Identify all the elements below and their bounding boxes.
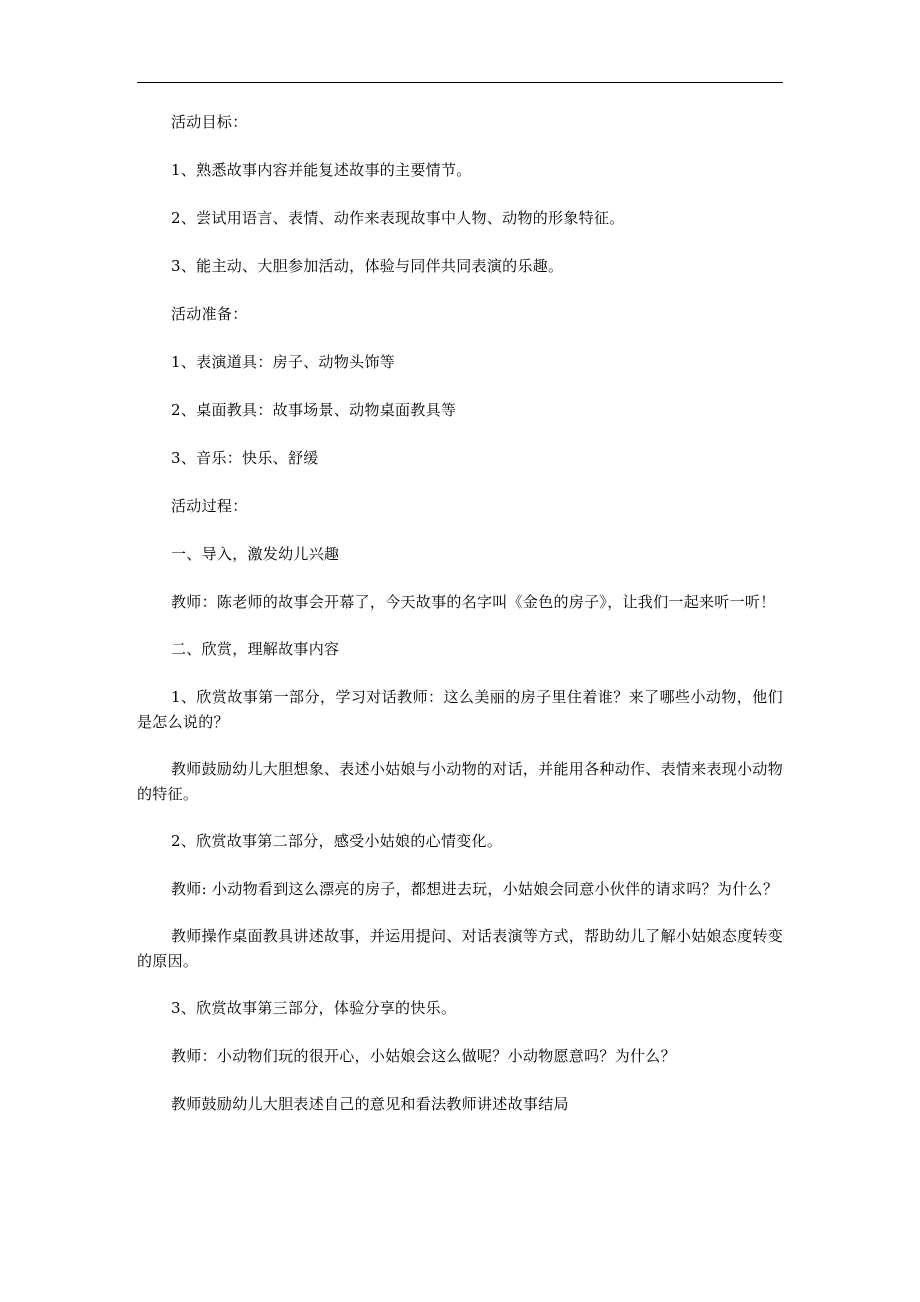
story-part-3-guidance: 教师鼓励幼儿大胆表述自己的意见和看法教师讲述故事结局 xyxy=(171,1095,569,1113)
preparation-item-2: 2、桌面教具：故事场景、动物桌面教具等 xyxy=(171,401,457,419)
section-heading-goals: 活动目标： xyxy=(171,113,248,131)
story-part-3: 3、欣赏故事第三部分，体验分享的快乐。 xyxy=(171,999,457,1017)
story-part-1-guidance: 教师鼓励幼儿大胆想象、表述小姑娘与小动物的对话，并能用各种动作、表情来表现小动物的特征。 xyxy=(137,760,784,803)
document-body xyxy=(137,110,783,1140)
story-part-2-guidance: 教师操作桌面教具讲述故事，并运用提问、对话表演等方式，帮助幼儿了解小姑娘态度转变的原因。 xyxy=(137,927,784,970)
section-heading-preparation: 活动准备： xyxy=(171,305,248,323)
preparation-item-3: 3、音乐：快乐、舒缓 xyxy=(171,449,319,467)
process-step-1-heading: 一、导入，激发幼儿兴趣 xyxy=(171,545,340,563)
story-part-3-teacher-line: 教师：小动物们玩的很开心，小姑娘会这么做呢？小动物愿意吗？为什么？ xyxy=(171,1047,676,1065)
story-part-2-teacher-line: 教师: 小动物看到这么漂亮的房子，都想进去玩，小姑娘会同意小伙伴的请求吗？为什么？ xyxy=(171,880,779,898)
goal-item-2: 2、尝试用语言、表情、动作来表现故事中人物、动物的形象特征。 xyxy=(171,209,625,227)
process-step-1-teacher-line: 教师：陈老师的故事会开幕了，今天故事的名字叫《金色的房子》，让我们一起来听一听！ xyxy=(171,593,776,611)
section-heading-process: 活动过程： xyxy=(171,497,248,515)
story-part-2: 2、欣赏故事第二部分，感受小姑娘的心情变化。 xyxy=(171,832,503,850)
goal-item-3: 3、能主动、大胆参加活动，体验与同伴共同表演的乐趣。 xyxy=(171,257,564,275)
story-part-1: 1、欣赏故事第一部分，学习对话教师：这么美丽的房子里住着谁？来了哪些小动物，他们是怎么说的？ xyxy=(137,688,783,731)
preparation-item-1: 1、表演道具：房子、动物头饰等 xyxy=(171,353,396,371)
header-rule xyxy=(137,82,783,83)
goal-item-1: 1、熟悉故事内容并能复述故事的主要情节。 xyxy=(171,161,472,179)
process-step-2-heading: 二、欣赏，理解故事内容 xyxy=(171,640,340,658)
